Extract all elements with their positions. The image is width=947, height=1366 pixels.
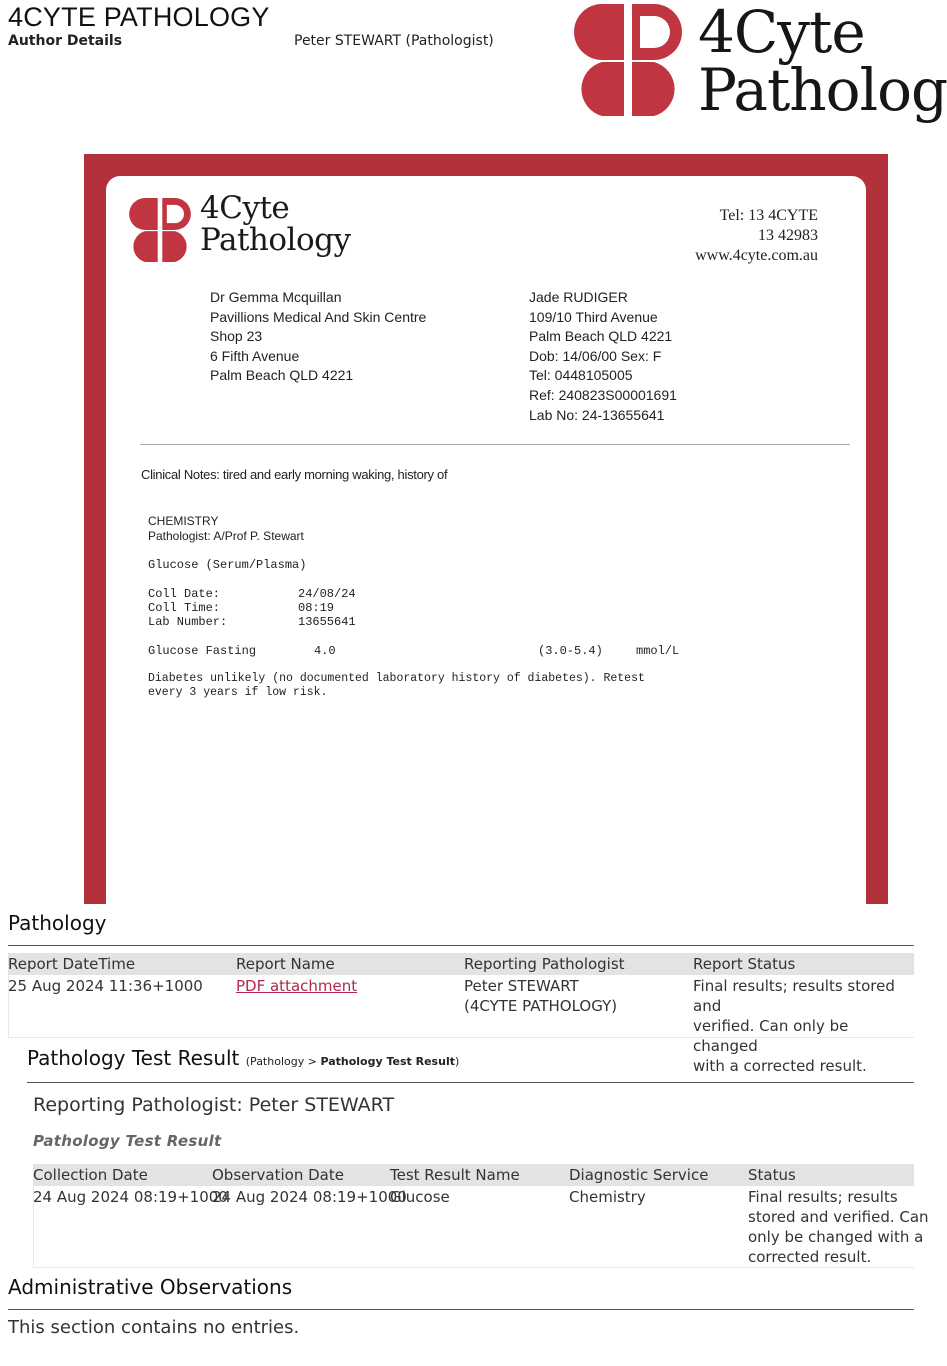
doctor-address-line: Palm Beach QLD 4221 — [210, 367, 354, 384]
result-name: Glucose Fasting — [148, 644, 257, 658]
coll-time: 08:19 — [298, 601, 335, 615]
breadcrumb — [246, 1055, 460, 1068]
coll-time-label: Coll Time: — [148, 601, 221, 615]
breadcrumb-current: Pathology Test Result — [320, 1055, 455, 1068]
test-result-table-header — [33, 1164, 914, 1186]
patient-address-line: 109/10 Third Avenue — [529, 308, 658, 325]
col-test-result-name: Test Result Name — [390, 1166, 520, 1184]
patient-phone: Tel: 0448105005 — [529, 367, 633, 384]
collection-date: 24 Aug 2024 08:19+1000 — [33, 1188, 228, 1206]
col-report-status: Report Status — [693, 955, 796, 973]
patient-dob-sex: Dob: 14/06/00 Sex: F — [529, 347, 662, 364]
report-datetime: 25 Aug 2024 11:36+1000 — [8, 977, 203, 995]
pathologist-org: (4CYTE PATHOLOGY) — [464, 997, 618, 1015]
pdf-attachment-link-text[interactable]: PDF attachment — [236, 977, 358, 995]
doctor-address-line: 6 Fifth Avenue — [210, 347, 300, 364]
reporting-pathologist-heading: Reporting Pathologist: Peter STEWART — [33, 1094, 395, 1116]
col-collection-date: Collection Date — [33, 1166, 148, 1184]
result-comment: every 3 years if low risk. — [148, 686, 328, 699]
test-status — [748, 1187, 929, 1267]
report-status — [693, 976, 914, 1076]
col-report-datetime: Report DateTime — [8, 955, 136, 973]
test-result-name: Glucose — [390, 1188, 450, 1206]
doctor-address-line: Shop 23 — [210, 328, 263, 345]
patient-ref: Ref: 240823S00001691 — [529, 386, 677, 403]
result-value: 4.0 — [314, 644, 336, 658]
report-status-line: Final results; results stored and — [693, 977, 895, 1015]
reporting-pathologist — [464, 976, 617, 1016]
pdf-attachment-link[interactable] — [236, 976, 357, 996]
lab-number: 13655641 — [298, 615, 356, 629]
section-divider — [8, 1309, 914, 1310]
doctor-clinic: Pavillions Medical And Skin Centre — [210, 308, 427, 325]
coll-date: 24/08/24 — [298, 587, 356, 601]
lab-phone: Tel: 13 4CYTE — [719, 207, 818, 224]
test-status-line: stored and verified. Can — [748, 1208, 929, 1226]
patient-details — [529, 288, 677, 425]
report-logo — [128, 190, 368, 274]
author-label: Author Details — [8, 33, 123, 49]
lab-website: www.4cyte.com.au — [695, 247, 818, 264]
pathology-heading: Pathology — [8, 911, 107, 935]
section-divider — [8, 945, 914, 946]
diagnostic-service: Chemistry — [569, 1188, 646, 1206]
report-image — [84, 154, 888, 904]
test-title: Glucose (Serum/Plasma) — [148, 558, 307, 572]
doctor-name: Dr Gemma Mcquillan — [210, 289, 342, 305]
test-status-line: Final results; results — [748, 1188, 898, 1206]
result-units: mmol/L — [636, 644, 680, 658]
breadcrumb-parent: (Pathology > — [245, 1055, 321, 1068]
lab-contact — [695, 206, 818, 266]
pathologist-name: Peter STEWART — [464, 977, 579, 995]
logo-text-line2: Patholog — [698, 56, 947, 124]
test-result-subheading: Pathology Test Result — [33, 1132, 222, 1150]
coll-date-label: Coll Date: — [148, 587, 221, 601]
patient-name: Jade RUDIGER — [529, 289, 628, 305]
section-name: CHEMISTRY — [148, 514, 219, 528]
admin-heading: Administrative Observations — [8, 1275, 293, 1299]
report-logo-line2: Pathology — [200, 222, 351, 258]
section-divider — [27, 1082, 914, 1083]
lab-phone-number: 13 42983 — [758, 227, 818, 244]
observation-date: 24 Aug 2024 08:19+1000 — [212, 1188, 407, 1206]
empty-message: This section contains no entries. — [8, 1317, 300, 1338]
author-value: Peter STEWART (Pathologist) — [294, 33, 494, 49]
result-comment: Diabetes unlikely (no documented laboratory history of diabetes). Retest — [148, 672, 645, 685]
col-report-name: Report Name — [236, 955, 335, 973]
result-range: (3.0-5.4) — [538, 644, 603, 658]
page-title: 4CYTE PATHOLOGY — [8, 2, 270, 32]
clinical-notes: Clinical Notes: tired and early morning waking, history of — [141, 467, 448, 482]
report-status-line: with a corrected result. — [693, 1057, 867, 1075]
report-status-line: verified. Can only be changed — [693, 1017, 849, 1055]
logo-text-line1: 4Cyte — [698, 0, 865, 66]
patient-address-line: Palm Beach QLD 4221 — [529, 328, 673, 345]
pathology-table-header — [8, 953, 914, 975]
test-result-title: Pathology Test Result — [27, 1046, 240, 1070]
report-logo-line1: 4Cyte — [200, 190, 290, 226]
test-status-line: only be changed with a — [748, 1228, 924, 1246]
report-paper — [106, 176, 866, 936]
col-observation-date: Observation Date — [212, 1166, 344, 1184]
test-result-heading — [27, 1046, 459, 1070]
col-diagnostic-service: Diagnostic Service — [569, 1166, 709, 1184]
lab-number-label: Lab Number: — [148, 615, 228, 629]
clover-logo-icon — [572, 4, 684, 116]
clover-logo-icon — [128, 198, 192, 262]
breadcrumb-close: ) — [454, 1055, 460, 1068]
col-status: Status — [748, 1166, 796, 1184]
patient-lab-no: Lab No: 24-13655641 — [529, 406, 665, 423]
report-pathologist: Pathologist: A/Prof P. Stewart — [148, 529, 304, 543]
col-reporting-pathologist: Reporting Pathologist — [464, 955, 625, 973]
doctor-address — [210, 288, 426, 386]
test-status-line: corrected result. — [748, 1248, 872, 1266]
chemistry-header — [148, 514, 304, 544]
brand-logo — [572, 0, 947, 128]
report-divider — [140, 444, 850, 445]
